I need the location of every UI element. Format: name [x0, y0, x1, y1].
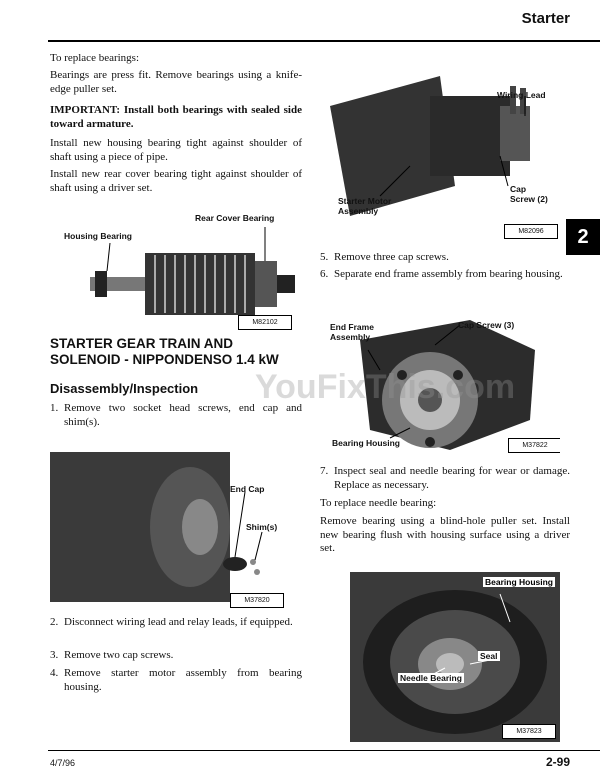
wiring-lead-label: Wiring Lead — [497, 90, 546, 100]
step-text: Remove three cap screws. — [334, 251, 449, 263]
step-text: Separate end frame assembly from bearing housing. — [334, 268, 563, 280]
footer-date: 4/7/96 — [50, 758, 76, 768]
section-heading: STARTER GEAR TRAIN AND SOLENOID - NIPPONDENSO 1.4 kW — [50, 336, 279, 367]
step-number: 2. — [50, 616, 59, 628]
step-text: Remove starter motor assembly from bearing housing. — [64, 667, 302, 693]
cap-screw-label: Cap Screw (2) — [510, 184, 548, 204]
needle-bearing-text: Remove bearing using a blind-hole puller set. Install new bearing flush with housing surface using a driver set. — [320, 515, 570, 555]
figure-id: M37822 — [508, 438, 560, 453]
important-note: IMPORTANT: Install both bearings with sealed side toward armature. — [50, 104, 302, 130]
bearings-press-fit-text: Bearings are press fit. Remove bearings using a knife-edge puller set. — [50, 69, 302, 95]
bearing-housing-label: Bearing Housing — [332, 438, 401, 448]
cap-screw-3-label: Cap Screw (3) — [458, 320, 515, 330]
subheading: Disassembly/Inspection — [50, 381, 199, 396]
step-3 — [50, 649, 302, 664]
page-number: 2-99 — [545, 755, 570, 769]
figure-id: M82096 — [504, 224, 558, 239]
step-5 — [320, 251, 570, 266]
step-7 — [320, 465, 570, 495]
step-text: Disconnect wiring lead and relay leads, if equipped. — [64, 616, 293, 628]
step-6 — [320, 268, 570, 298]
figure-id: M37820 — [230, 593, 284, 608]
needle-bearing-figure — [350, 572, 560, 742]
step-number: 6. — [320, 268, 329, 280]
step-text: Inspect seal and needle bearing for wear or damage. Replace as necessary. — [334, 465, 570, 491]
step-text: Remove two socket head screws, end cap and shim(s). — [64, 402, 302, 428]
bearing-housing-label: Bearing Housing — [485, 577, 554, 587]
rear-cover-bearing-label: Rear Cover Bearing — [195, 213, 275, 223]
needle-bearing-label: Needle Bearing — [400, 673, 462, 683]
figure-id: M37823 — [502, 724, 556, 739]
step-text: Remove two cap screws. — [64, 649, 174, 661]
header-rule — [48, 40, 600, 42]
install-housing-bearing-text: Install new housing bearing tight against shoulder of shaft using a piece of pipe. — [50, 137, 302, 163]
needle-bearing-illustration — [350, 572, 560, 742]
watermark: YouFixThis.com — [255, 368, 516, 406]
replace-bearings-intro: To replace bearings: — [50, 52, 140, 64]
seal-label: Seal — [480, 651, 498, 661]
figure-id: M82102 — [238, 315, 292, 330]
end-cap-figure — [50, 452, 300, 608]
step-number: 7. — [320, 465, 329, 477]
armature-figure — [50, 205, 300, 335]
step-4 — [50, 667, 302, 697]
section-tab: 2 — [566, 219, 600, 255]
housing-bearing-label: Housing Bearing — [64, 231, 133, 241]
install-rear-bearing-text: Install new rear cover bearing tight against shoulder of shaft using a driver set. — [50, 168, 302, 194]
step-number: 5. — [320, 251, 329, 263]
needle-bearing-intro: To replace needle bearing: — [320, 497, 437, 509]
starter-motor-figure — [320, 66, 560, 242]
step-number: 1. — [50, 402, 59, 414]
end-cap-label: End Cap — [230, 484, 265, 494]
end-frame-assembly-label: End Frame Assembly — [330, 322, 374, 342]
starter-motor-assembly-label: Starter Motor Assembly — [338, 196, 392, 216]
step-number: 4. — [50, 667, 59, 679]
shims-label: Shim(s) — [246, 522, 278, 532]
footer-rule — [48, 750, 600, 751]
header-title: Starter — [521, 10, 570, 27]
step-2 — [50, 616, 302, 646]
step-number: 3. — [50, 649, 59, 661]
